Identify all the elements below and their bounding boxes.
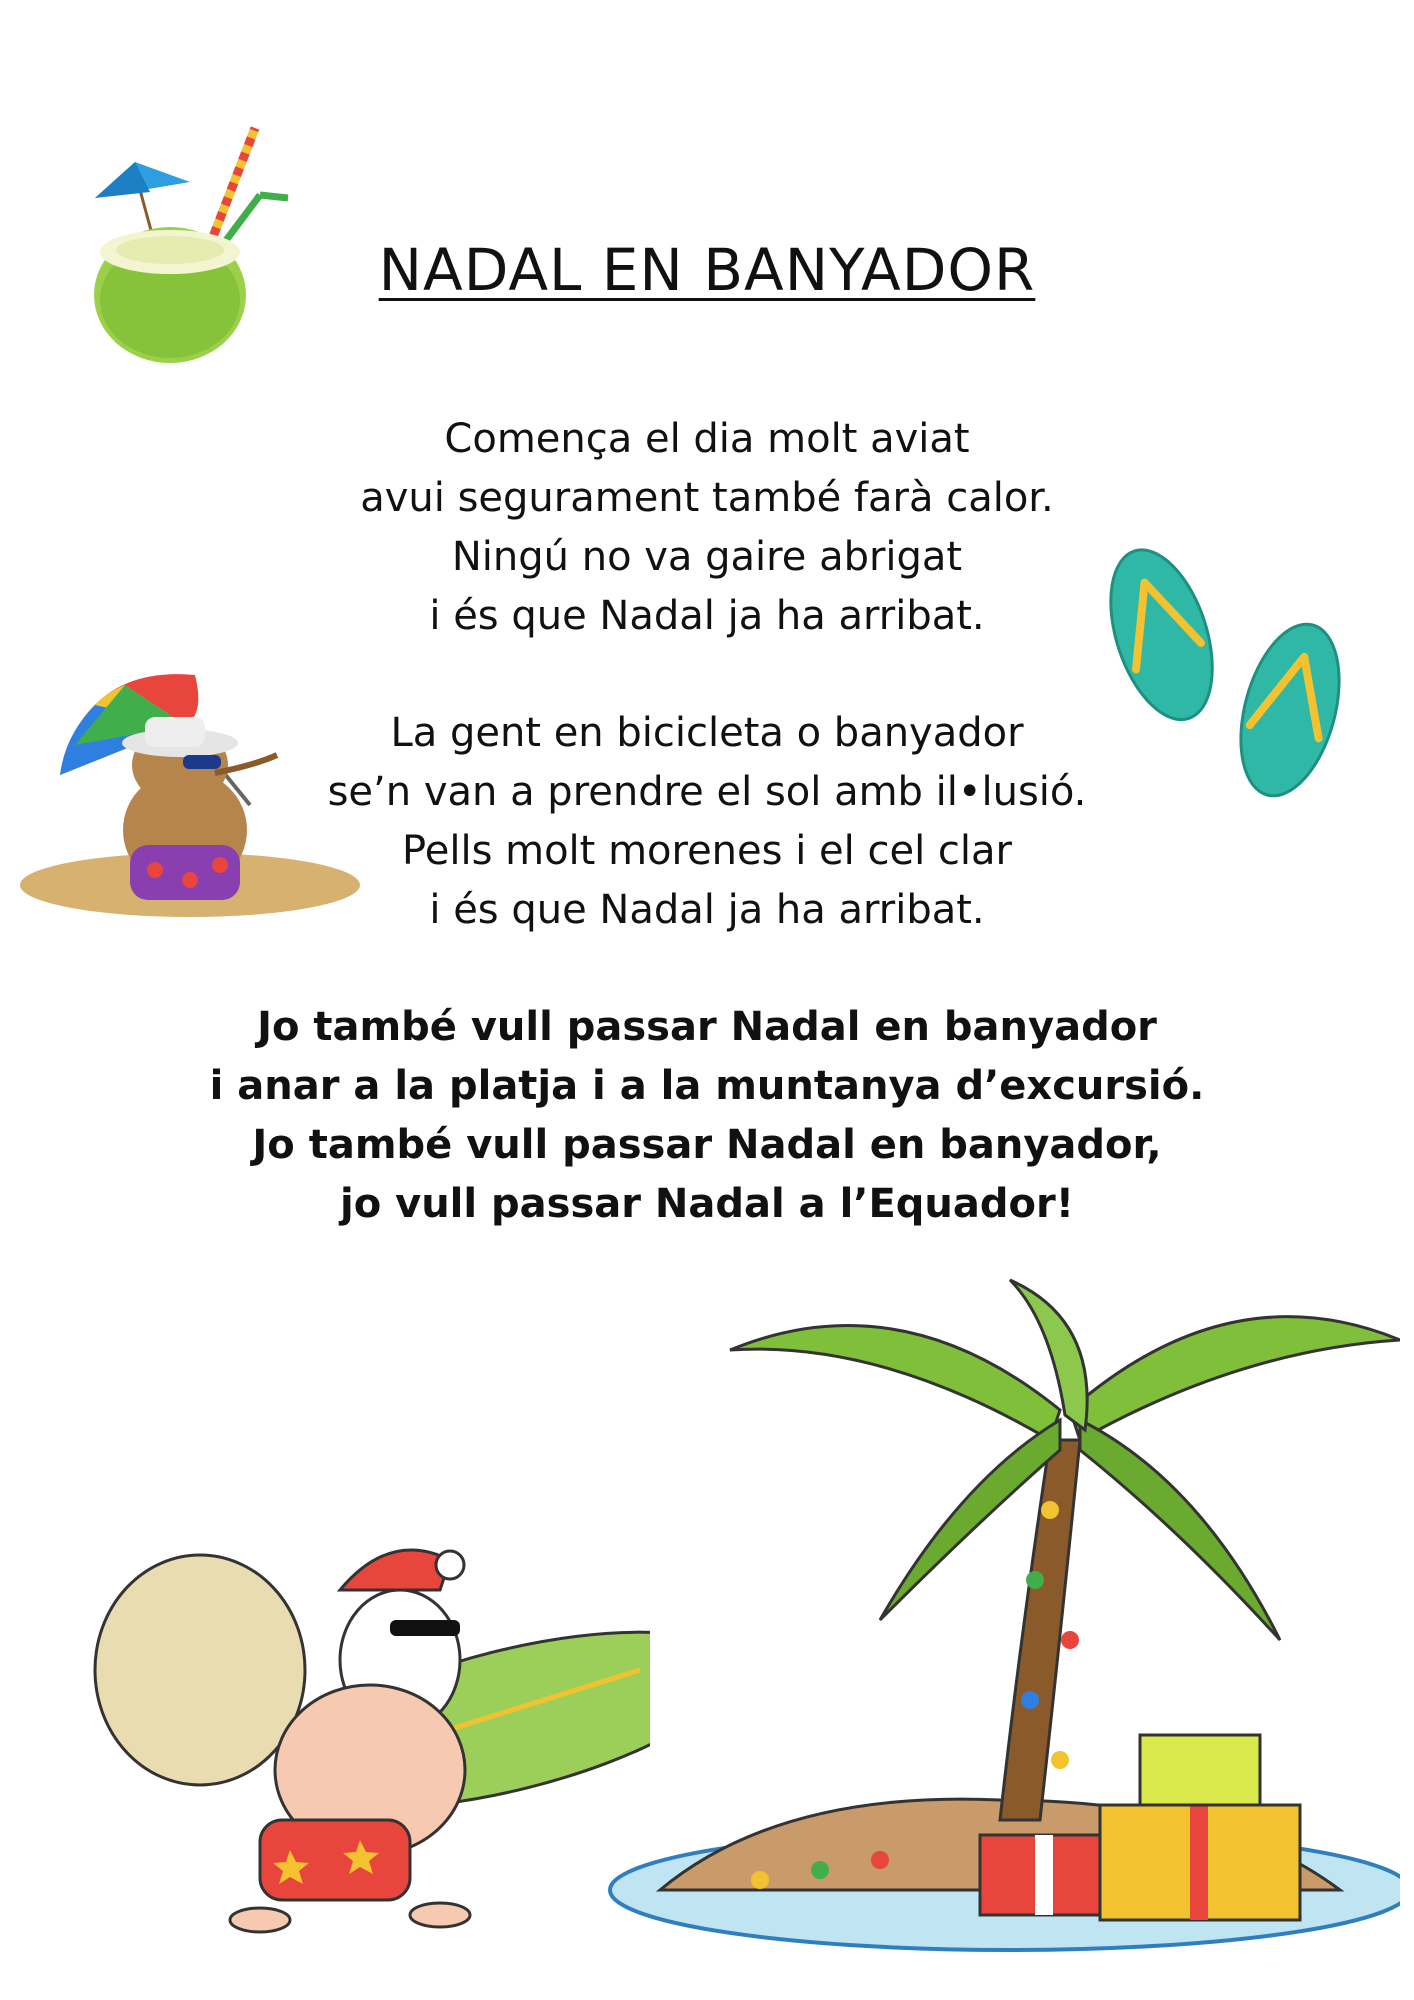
stanza-line: i és que Nadal ja ha arribat. <box>429 887 985 933</box>
stanza-line: Comença el dia molt aviat <box>444 416 970 462</box>
surfing-santa-icon <box>90 1520 650 1950</box>
stanza-line: Ningú no va gaire abrigat <box>451 534 963 580</box>
chorus-line: jo vull passar Nadal a l’Equador! <box>340 1181 1074 1227</box>
stanza-line: avui segurament també farà calor. <box>360 475 1054 521</box>
beach-character-icon <box>15 655 365 920</box>
flip-flops-icon <box>1100 540 1360 810</box>
stanza-line: La gent en bicicleta o banyador <box>390 710 1024 756</box>
chorus-line: Jo també vull passar Nadal en banyador, <box>252 1122 1162 1168</box>
coconut-drink-icon <box>90 120 300 370</box>
chorus-line: i anar a la platja i a la muntanya d’excursió. <box>209 1063 1205 1109</box>
stanza-line: Pells molt morenes i el cel clar <box>402 828 1012 874</box>
page-title-text: NADAL EN BANYADOR <box>378 236 1036 304</box>
chorus <box>0 998 1414 1234</box>
stanza-line: se’n van a prendre el sol amb il•lusió. <box>327 769 1087 815</box>
stanza-line: i és que Nadal ja ha arribat. <box>429 593 985 639</box>
chorus-line: Jo també vull passar Nadal en banyador <box>257 1004 1157 1050</box>
palm-tree-island-icon <box>580 1260 1400 1960</box>
